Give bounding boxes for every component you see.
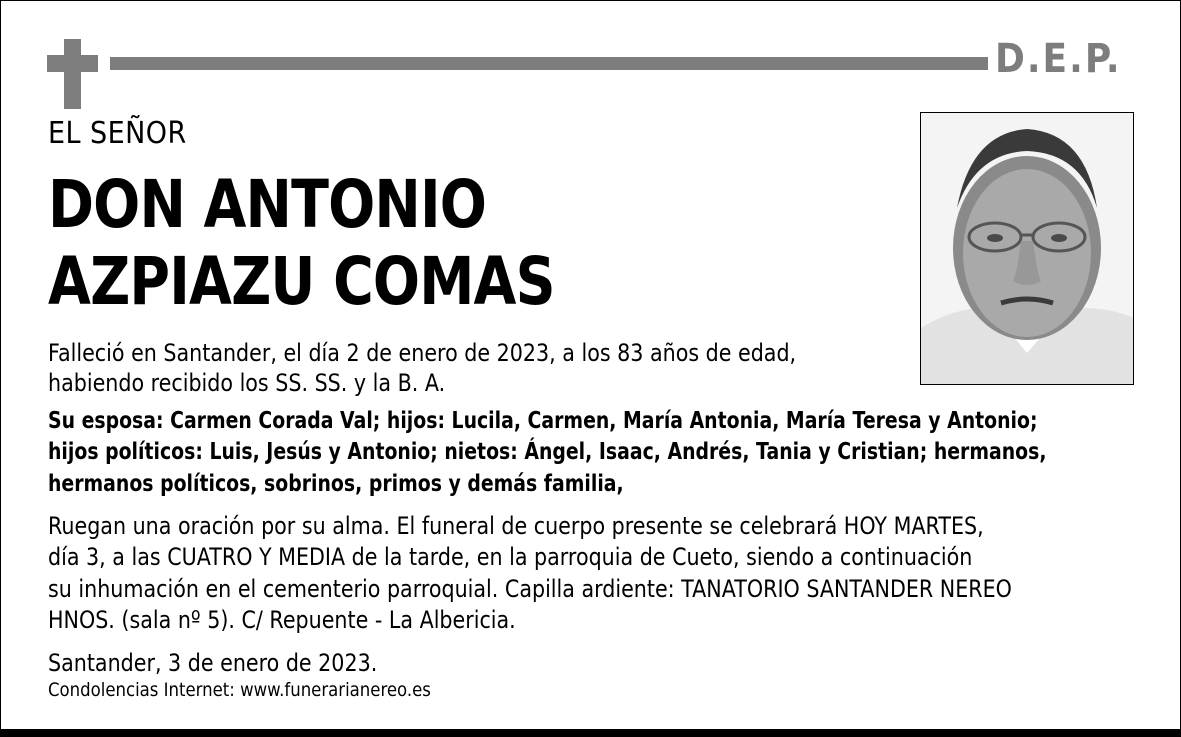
deceased-name-line2: AZPIAZU COMAS [48,243,555,320]
header-rule [110,57,988,70]
announcement-line1: Falleció en Santander, el día 2 de enero de 2023, a los 83 años de edad, [48,339,797,367]
funeral-line4: HNOS. (sala nº 5). C/ Repuente - La Albericia. [48,606,516,634]
cross-icon-horizontal [47,55,98,72]
family-line1: Su esposa: Carmen Corada Val; hijos: Lucila, Carmen, María Antonia, María Teresa y Antonio; [48,408,1038,434]
portrait-illustration [921,113,1133,384]
date-line: Santander, 3 de enero de 2023. [48,649,378,677]
deceased-name-line1: DON ANTONIO [48,166,487,243]
family-line2: hijos políticos: Luis, Jesús y Antonio; nietos: Ángel, Isaac, Andrés, Tania y Cristian; hermanos, [48,439,1047,465]
dep-label: D.E.P. [995,36,1122,82]
condolences-line: Condolencias Internet: www.funerarianereo.es [48,679,431,701]
portrait-photo [920,112,1134,385]
family-line3: hermanos políticos, sobrinos, primos y demás familia, [48,471,624,497]
funeral-line3: su inhumación en el cementerio parroquial. Capilla ardiente: TANATORIO SANTANDER NEREO [48,575,1012,603]
bottom-rule [0,729,1181,737]
announcement-line2: habiendo recibido los SS. SS. y la B. A. [48,369,446,397]
cross-icon-vertical [64,39,81,109]
funeral-line1: Ruegan una oración por su alma. El funeral de cuerpo presente se celebrará HOY MARTES, [48,512,984,540]
title-prefix: EL SEÑOR [48,116,187,151]
funeral-line2: día 3, a las CUATRO Y MEDIA de la tarde, en la parroquia de Cueto, siendo a continuación [48,543,973,571]
